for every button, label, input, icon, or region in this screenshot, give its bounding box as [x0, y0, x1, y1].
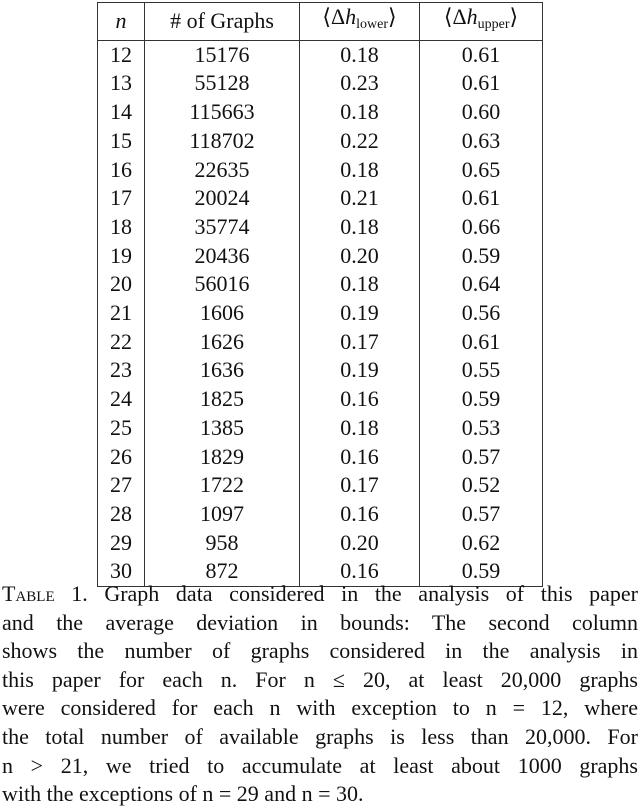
- cell-delta-h-lower: 0.21: [300, 184, 420, 213]
- cell-delta-h-lower: 0.20: [300, 529, 420, 558]
- header-n: n: [98, 3, 145, 41]
- cell-n: 27: [98, 471, 145, 500]
- cell-delta-h-lower: 0.19: [300, 356, 420, 385]
- cell-delta-h-lower: 0.18: [300, 98, 420, 127]
- table-row: [98, 529, 543, 558]
- caption-line: the total number of available graphs is less than 20,000. For: [2, 723, 638, 749]
- header-num-graphs: # of Graphs: [145, 3, 300, 41]
- cell-n: 21: [98, 299, 145, 328]
- table-row: [98, 500, 543, 529]
- caption-line: with the exceptions of n = 29 and n = 30.: [2, 781, 364, 807]
- cell-delta-h-upper: 0.57: [420, 443, 543, 472]
- cell-num-graphs: 35774: [145, 213, 300, 242]
- cell-num-graphs: 55128: [145, 69, 300, 98]
- caption-text: Graph data considered in the analysis of this paper: [87, 581, 638, 606]
- cell-num-graphs: 20024: [145, 184, 300, 213]
- caption-line: n > 21, we tried to accumulate at least about 1000 graphs: [2, 752, 638, 778]
- cell-num-graphs: 1385: [145, 414, 300, 443]
- cell-num-graphs: 115663: [145, 98, 300, 127]
- cell-num-graphs: 15176: [145, 40, 300, 69]
- cell-num-graphs: 20436: [145, 242, 300, 271]
- cell-delta-h-upper: 0.53: [420, 414, 543, 443]
- graph-data-table: [97, 2, 543, 587]
- cell-n: 17: [98, 184, 145, 213]
- table-row: [98, 443, 543, 472]
- cell-delta-h-upper: 0.65: [420, 156, 543, 185]
- cell-delta-h-upper: 0.59: [420, 557, 543, 586]
- cell-delta-h-upper: 0.52: [420, 471, 543, 500]
- table-row: [98, 98, 543, 127]
- cell-n: 14: [98, 98, 145, 127]
- cell-num-graphs: 1097: [145, 500, 300, 529]
- table-row: [98, 270, 543, 299]
- cell-num-graphs: 1825: [145, 385, 300, 414]
- cell-n: 13: [98, 69, 145, 98]
- cell-delta-h-upper: 0.57: [420, 500, 543, 529]
- cell-num-graphs: 1829: [145, 443, 300, 472]
- cell-delta-h-lower: 0.17: [300, 471, 420, 500]
- cell-delta-h-lower: 0.16: [300, 385, 420, 414]
- cell-n: 16: [98, 156, 145, 185]
- table-row: [98, 184, 543, 213]
- table-row: [98, 156, 543, 185]
- cell-delta-h-lower: 0.18: [300, 270, 420, 299]
- cell-n: 22: [98, 328, 145, 357]
- caption-line: [2, 580, 638, 609]
- cell-num-graphs: 22635: [145, 156, 300, 185]
- cell-n: 19: [98, 242, 145, 271]
- cell-delta-h-lower: 0.18: [300, 213, 420, 242]
- cell-n: 18: [98, 213, 145, 242]
- cell-delta-h-upper: 0.61: [420, 184, 543, 213]
- cell-delta-h-upper: 0.56: [420, 299, 543, 328]
- cell-num-graphs: 1606: [145, 299, 300, 328]
- table-row: [98, 471, 543, 500]
- cell-delta-h-lower: 0.18: [300, 156, 420, 185]
- header-delta-h-upper: $⟨\Delta h_{upper}⟩$: [420, 3, 543, 41]
- table-row: [98, 213, 543, 242]
- table-row: [98, 328, 543, 357]
- cell-delta-h-upper: 0.59: [420, 242, 543, 271]
- cell-delta-h-upper: 0.61: [420, 328, 543, 357]
- caption-line: this paper for each n. For n ≤ 20, at least 20,000 graphs: [2, 666, 638, 692]
- cell-delta-h-upper: 0.61: [420, 40, 543, 69]
- cell-delta-h-upper: 0.62: [420, 529, 543, 558]
- table-header-row: [98, 3, 543, 41]
- cell-delta-h-lower: 0.17: [300, 328, 420, 357]
- table-row: [98, 414, 543, 443]
- table-caption: [2, 580, 638, 809]
- cell-delta-h-lower: 0.16: [300, 557, 420, 586]
- table-body: [98, 40, 543, 586]
- cell-n: 29: [98, 529, 145, 558]
- caption-line: and the average deviation in bounds: The second column: [2, 609, 638, 635]
- cell-delta-h-upper: 0.55: [420, 356, 543, 385]
- table-row: [98, 299, 543, 328]
- cell-num-graphs: 118702: [145, 127, 300, 156]
- cell-n: 28: [98, 500, 145, 529]
- cell-num-graphs: 56016: [145, 270, 300, 299]
- cell-delta-h-lower: 0.23: [300, 69, 420, 98]
- cell-n: 15: [98, 127, 145, 156]
- table-row: [98, 242, 543, 271]
- table-row: [98, 69, 543, 98]
- cell-num-graphs: 872: [145, 557, 300, 586]
- caption-label: Table 1.: [2, 581, 88, 606]
- cell-num-graphs: 1722: [145, 471, 300, 500]
- cell-num-graphs: 958: [145, 529, 300, 558]
- cell-n: 30: [98, 557, 145, 586]
- cell-n: 24: [98, 385, 145, 414]
- table-row: [98, 385, 543, 414]
- cell-n: 23: [98, 356, 145, 385]
- cell-n: 25: [98, 414, 145, 443]
- cell-delta-h-lower: 0.19: [300, 299, 420, 328]
- caption-line: shows the number of graphs considered in the analysis in: [2, 638, 638, 664]
- cell-delta-h-lower: 0.16: [300, 500, 420, 529]
- cell-delta-h-upper: 0.64: [420, 270, 543, 299]
- cell-delta-h-upper: 0.61: [420, 69, 543, 98]
- cell-num-graphs: 1626: [145, 328, 300, 357]
- cell-delta-h-upper: 0.63: [420, 127, 543, 156]
- cell-num-graphs: 1636: [145, 356, 300, 385]
- cell-delta-h-lower: 0.16: [300, 443, 420, 472]
- cell-n: 20: [98, 270, 145, 299]
- table-row: [98, 356, 543, 385]
- cell-delta-h-upper: 0.59: [420, 385, 543, 414]
- cell-delta-h-lower: 0.18: [300, 40, 420, 69]
- table-row: [98, 40, 543, 69]
- cell-delta-h-upper: 0.60: [420, 98, 543, 127]
- cell-delta-h-lower: 0.18: [300, 414, 420, 443]
- cell-delta-h-lower: 0.22: [300, 127, 420, 156]
- cell-delta-h-lower: 0.20: [300, 242, 420, 271]
- cell-n: 26: [98, 443, 145, 472]
- caption-line: were considered for each n with exception to n = 12, where: [2, 695, 638, 721]
- table-row: [98, 127, 543, 156]
- header-delta-h-lower: $⟨\Delta h_{lower}⟩$: [300, 3, 420, 41]
- cell-n: 12: [98, 40, 145, 69]
- cell-delta-h-upper: 0.66: [420, 213, 543, 242]
